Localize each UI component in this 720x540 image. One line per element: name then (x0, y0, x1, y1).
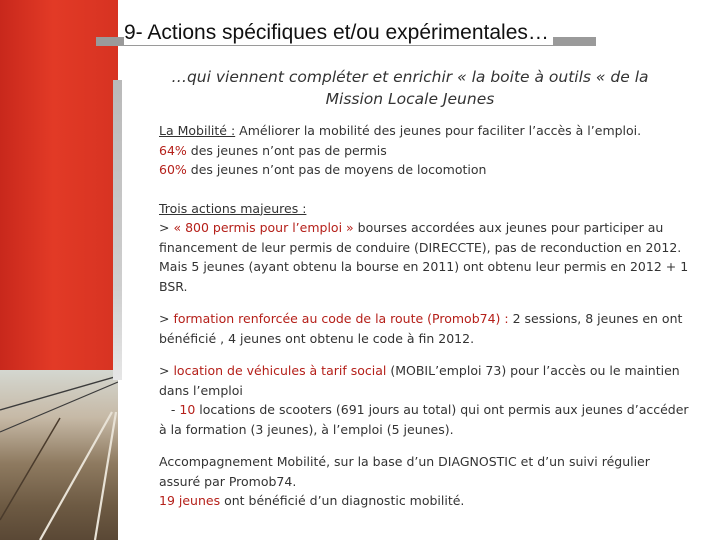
accompagnement-text: Accompagnement Mobilité, sur la base d’un DIAGNOSTIC et d’un suivi régulier assuré par Promob74. (159, 454, 650, 489)
action-permis-highlight: « 800 permis pour l’emploi » (173, 220, 354, 235)
slide-subtitle: …qui viennent compléter et enrichir « la boite à outils « de la Mission Locale Jeunes (171, 68, 649, 108)
stat-locomotion-value: 60% (159, 162, 187, 177)
action-formation (159, 309, 694, 348)
action-permis-text: bourses accordées aux jeunes pour participer au financement de leur permis de conduire (DIRECCTE), pas de reconduction en 2012. Mais 5 jeunes (ayant obtenu la bourse en 2011) ont obtenu leur permis en 2012 + 1 BSR. (159, 220, 689, 294)
stat-permis-text: des jeunes n’ont pas de permis (186, 142, 387, 158)
stat-locomotion (159, 160, 694, 180)
slide-body (159, 121, 694, 511)
action-location-detail-value: 10 (179, 402, 196, 417)
railway-lines-graphic (0, 370, 118, 540)
action-location-text: (MOBIL’emploi 73) pour l’accès ou le maintien dans l’emploi (159, 363, 680, 398)
action-location-detail (159, 400, 694, 439)
actions-heading: Trois actions majeures : (159, 200, 307, 216)
action-location-prefix: > (159, 363, 174, 378)
action-location-detail-prefix: - (159, 402, 180, 417)
action-permis (159, 218, 694, 296)
action-formation-text: 2 sessions, 8 jeunes en ont bénéficié , 4 jeunes ont obtenu le code à fin 2012. (159, 311, 683, 346)
action-location-detail-text: locations de scooters (691 jours au total) qui ont permis aux jeunes d’accéder à la formation (3 jeunes), à l’emploi (5 jeunes). (159, 402, 693, 437)
vertical-accent-bar (113, 80, 122, 380)
action-formation-highlight: formation renforcée au code de la route (Promob74) : (173, 311, 513, 326)
stat-permis (159, 141, 694, 161)
stat-permis-value: 64% (159, 142, 187, 158)
accompagnement-result-text: ont bénéficié d’un diagnostic mobilité. (220, 493, 465, 508)
action-permis-prefix: > (159, 220, 174, 235)
accompagnement-result (159, 491, 694, 511)
accompagnement-result-value: 19 jeunes (159, 493, 221, 508)
action-location-highlight: location de véhicules à tarif social (173, 363, 387, 378)
stat-locomotion-text: des jeunes n’ont pas de moyens de locomotion (186, 162, 487, 177)
mobilite-intro (159, 121, 694, 141)
mobilite-label: La Mobilité : (159, 123, 236, 138)
action-location (159, 361, 694, 400)
mobilite-intro-text: Améliorer la mobilité des jeunes pour faciliter l’accès à l’emploi. (235, 123, 642, 138)
slide-title: 9- Actions spécifiques et/ou expérimentales… (124, 21, 553, 45)
action-formation-prefix: > (159, 311, 174, 326)
decorative-red-band (0, 0, 118, 540)
railway-track-photo (0, 370, 118, 540)
